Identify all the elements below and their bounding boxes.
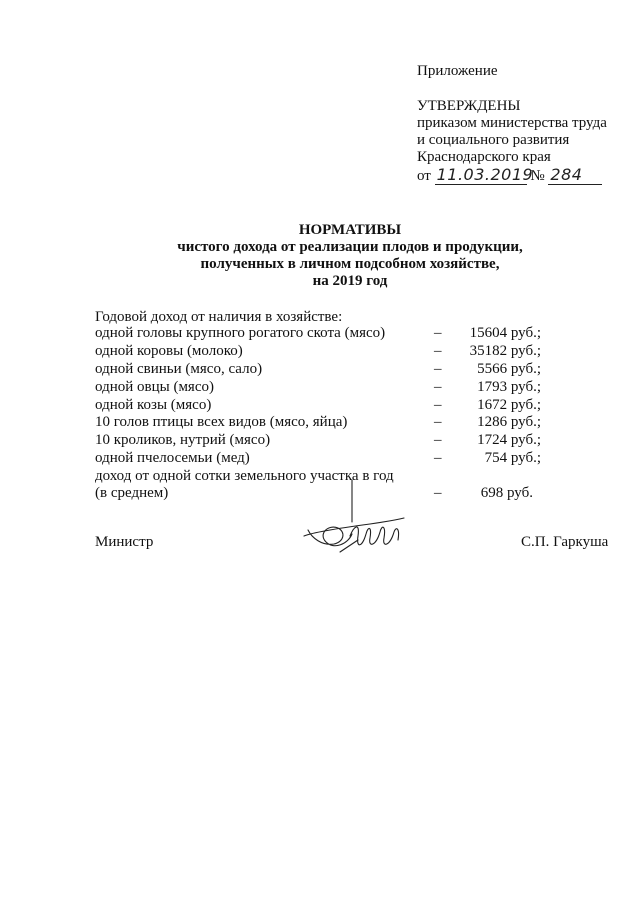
row-value: 1724 руб.;	[477, 432, 541, 448]
row-label: одной пчелосемьи (мед)	[95, 450, 250, 466]
order-line-1: приказом министерства труда	[417, 115, 607, 131]
row-dash: –	[434, 432, 442, 448]
land-income-label-line-1: доход от одной сотки земельного участка в год	[95, 468, 394, 484]
signer-name: С.П. Гаркуша	[521, 534, 609, 550]
title-line-2: полученных в личном подсобном хозяйстве,	[200, 256, 500, 272]
order-number: 284	[548, 166, 602, 185]
table-row	[95, 414, 555, 430]
table-row	[95, 361, 555, 377]
title-line-3: на 2019 год	[312, 273, 388, 289]
row-dash: –	[434, 361, 442, 377]
signer-position: Министр	[95, 534, 154, 550]
row-label: одной свиньи (мясо, сало)	[95, 361, 263, 377]
row-dash: –	[434, 343, 442, 359]
table-row	[95, 379, 555, 395]
row-dash: –	[434, 414, 442, 430]
handwritten-signature	[300, 478, 410, 568]
row-dash: –	[434, 485, 442, 501]
row-value: 1286 руб.;	[477, 414, 541, 430]
row-label: одной овцы (мясо)	[95, 379, 214, 395]
row-label: одной коровы (молоко)	[95, 343, 243, 359]
row-value: 15604 руб.;	[469, 325, 541, 341]
row-dash: –	[434, 379, 442, 395]
title-line-1: чистого дохода от реализации плодов и продукции,	[177, 239, 523, 255]
row-value: 1793 руб.;	[477, 379, 541, 395]
table-intro: Годовой доход от наличия в хозяйстве:	[95, 309, 343, 325]
table-row	[95, 397, 555, 413]
appendix-label: Приложение	[417, 63, 498, 79]
row-dash: –	[434, 325, 442, 341]
order-date: 11.03.2019	[436, 165, 534, 184]
order-line-2: и социального развития	[417, 132, 570, 148]
row-label: 10 кроликов, нутрий (мясо)	[95, 432, 271, 448]
row-dash: –	[434, 450, 442, 466]
table-row	[95, 450, 555, 466]
row-value: 5566 руб.;	[477, 361, 541, 377]
number-sign: №	[530, 168, 545, 184]
table-row	[95, 325, 555, 341]
land-income-value: 698 руб.	[480, 485, 533, 501]
row-value: 754 руб.;	[484, 450, 541, 466]
approved-label: УТВЕРЖДЕНЫ	[417, 98, 521, 114]
row-dash: –	[434, 397, 442, 413]
date-prefix: от	[417, 168, 431, 184]
table-row	[95, 343, 555, 359]
order-date-line	[417, 166, 602, 185]
land-income-label-line-2: (в среднем)	[95, 485, 169, 501]
row-label: 10 голов птицы всех видов (мясо, яйца)	[95, 414, 348, 430]
row-value: 35182 руб.;	[469, 343, 541, 359]
order-line-3: Краснодарского края	[417, 149, 551, 165]
row-label: одной козы (мясо)	[95, 397, 212, 413]
document-title: НОРМАТИВЫ	[298, 222, 402, 238]
row-value: 1672 руб.;	[477, 397, 541, 413]
table-row	[95, 432, 555, 448]
row-label: одной головы крупного рогатого скота (мясо)	[95, 325, 386, 341]
